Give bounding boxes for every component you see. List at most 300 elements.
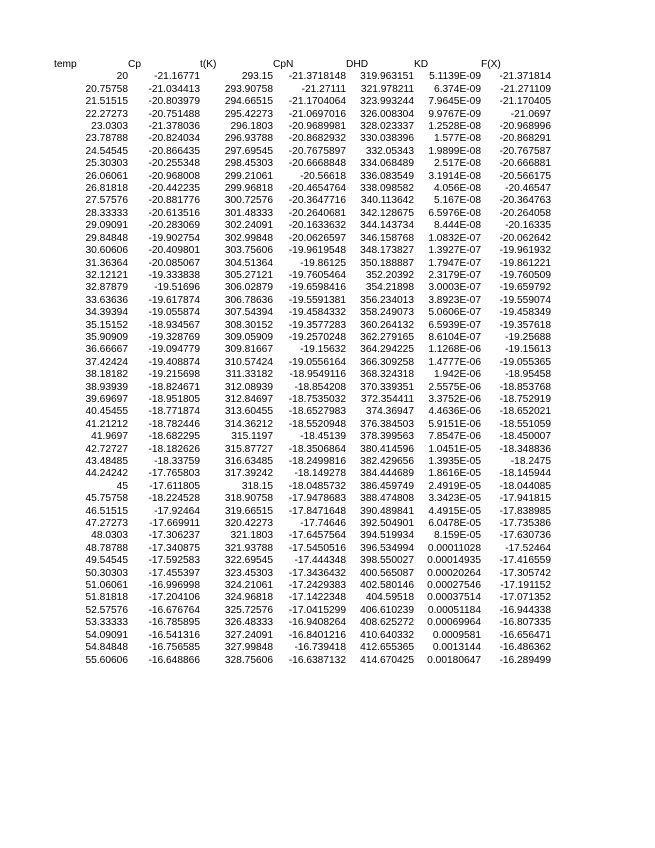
cell-kd: 8.159E-05	[433, 530, 481, 542]
cell-cpn: -20.4654764	[288, 183, 346, 195]
cell-dhd: 323.993244	[360, 96, 414, 108]
header-cpn: CpN	[273, 59, 294, 70]
cell-fx: -18.2475	[510, 456, 551, 467]
cell-kd: 5.1139E-09	[429, 71, 481, 83]
header-tk: t(K)	[200, 59, 217, 70]
cell-kd: 1.9899E-08	[428, 145, 481, 157]
cell-kd: 1.0451E-05	[428, 443, 481, 455]
cell-cp: -19.51696	[154, 282, 200, 294]
cell-cp: -20.409801	[148, 245, 200, 257]
cell-kd: 0.00180647	[427, 654, 481, 666]
table-row	[54, 245, 551, 257]
cell-tk: 327.99848	[224, 642, 273, 654]
cell-temp: 26.81818	[85, 183, 128, 195]
cell-kd: 1.942E-06	[433, 369, 481, 381]
cell-fx: -20.566175	[499, 170, 551, 182]
cell-dhd: 334.068489	[360, 158, 414, 170]
cell-fx: -20.968996	[499, 121, 551, 133]
cell-cp: -21.378036	[148, 121, 200, 133]
cell-cp: -18.934567	[148, 319, 200, 331]
cell-tk: 303.75606	[224, 245, 273, 257]
cell-dhd: 354.21898	[365, 282, 414, 294]
cell-dhd: 414.670425	[360, 654, 414, 666]
cell-cp: -21.16771	[154, 71, 200, 83]
cell-dhd: 326.008304	[360, 108, 414, 120]
cell-dhd: 406.610239	[360, 604, 414, 616]
cell-kd: 0.00027546	[427, 580, 481, 592]
cell-fx: -18.752919	[499, 393, 551, 405]
cell-temp: 41.21212	[85, 418, 128, 430]
cell-dhd: 388.474808	[360, 493, 414, 505]
cell-temp: 29.09091	[85, 220, 128, 232]
cell-temp: 48.0303	[91, 530, 128, 542]
cell-cpn: -20.0626597	[288, 232, 346, 244]
cell-temp: 44.24242	[85, 468, 128, 480]
cell-kd: 4.4915E-05	[428, 505, 481, 517]
table-row	[54, 530, 551, 542]
cell-cpn: -20.56618	[300, 170, 346, 182]
cell-cpn: -16.8401216	[288, 629, 346, 641]
table-row	[54, 233, 551, 245]
cell-kd: 0.0013144	[432, 642, 481, 654]
cell-fx: -17.305742	[499, 567, 551, 579]
table-row	[54, 518, 551, 530]
cell-cpn: -18.149278	[294, 468, 346, 480]
cell-kd: 5.0606E-07	[428, 307, 481, 319]
cell-cpn: -18.45139	[300, 431, 346, 443]
table-row	[54, 655, 551, 667]
table-row	[54, 121, 551, 133]
cell-fx: -19.055365	[499, 356, 551, 368]
cell-tk: 321.93788	[224, 542, 273, 554]
cell-cpn: -17.444348	[294, 555, 346, 567]
cell-cpn: -19.86125	[300, 257, 346, 269]
cell-fx: -18.652021	[499, 406, 551, 418]
cell-tk: 311.33182	[225, 369, 273, 381]
cell-cpn: -21.1704064	[288, 96, 346, 108]
table-row	[54, 96, 551, 108]
cell-cpn: -20.7675897	[288, 145, 346, 157]
cell-cp: -18.224528	[148, 493, 200, 505]
cell-cpn: -19.6598416	[288, 282, 346, 294]
cell-temp: 53.33333	[85, 617, 128, 629]
table-row	[54, 617, 551, 629]
cell-cp: -19.055874	[148, 307, 200, 319]
cell-cp: -21.034413	[148, 83, 200, 95]
table-row	[54, 84, 551, 96]
cell-cp: -20.751488	[148, 108, 200, 120]
table-row	[54, 171, 551, 183]
cell-kd: 2.4919E-05	[428, 480, 481, 492]
table-row	[54, 344, 551, 356]
cell-cp: -18.33759	[154, 456, 200, 467]
cell-temp: 33.63636	[85, 294, 128, 306]
cell-cpn: -18.9549116	[289, 369, 346, 381]
cell-dhd: 382.429656	[360, 456, 414, 467]
cell-tk: 296.1803	[230, 121, 273, 133]
cell-cpn: -19.0556164	[288, 356, 346, 368]
cell-tk: 318.90758	[224, 493, 273, 505]
cell-dhd: 356.234013	[360, 294, 414, 306]
cell-dhd: 400.565087	[360, 567, 414, 579]
cell-dhd: 386.459749	[360, 480, 414, 492]
cell-tk: 296.93788	[224, 133, 273, 145]
cell-dhd: 396.534994	[360, 542, 414, 554]
cell-kd: 0.00051184	[427, 604, 481, 616]
cell-dhd: 384.444689	[360, 468, 414, 480]
cell-temp: 20.75758	[85, 83, 128, 95]
cell-temp: 21.51515	[85, 96, 128, 108]
cell-dhd: 344.143734	[360, 220, 414, 232]
cell-temp: 22.27273	[85, 108, 128, 120]
cell-tk: 321.1803	[230, 530, 273, 542]
table-row	[54, 580, 551, 592]
table-row	[54, 444, 551, 456]
cell-cpn: -18.7535032	[288, 393, 346, 405]
table-row	[54, 468, 551, 480]
cell-temp: 31.36364	[85, 257, 128, 269]
cell-cpn: -18.6527983	[288, 406, 346, 418]
cell-cp: -19.215698	[148, 369, 200, 381]
table-row	[54, 555, 551, 567]
cell-temp: 45.75758	[85, 493, 128, 505]
cell-dhd: 370.339351	[360, 381, 414, 393]
cell-kd: 9.9767E-09	[428, 108, 481, 120]
cell-kd: 4.4636E-06	[428, 406, 481, 418]
cell-cp: -17.592583	[148, 555, 200, 567]
cell-dhd: 330.038396	[360, 133, 414, 145]
cell-fx: -18.450007	[499, 431, 551, 443]
cell-cpn: -17.6457564	[288, 530, 346, 542]
cell-tk: 313.60455	[224, 406, 273, 418]
cell-temp: 46.51515	[85, 505, 128, 517]
cell-temp: 41.9697	[91, 431, 128, 443]
cell-temp: 27.57576	[85, 195, 128, 207]
cell-kd: 5.9151E-06	[428, 418, 481, 430]
cell-cp: -20.803979	[148, 96, 200, 108]
cell-cp: -18.782446	[148, 418, 200, 430]
table-row	[54, 456, 551, 468]
cell-kd: 0.00069964	[427, 617, 481, 629]
cell-fx: -21.371814	[499, 71, 551, 83]
cell-tk: 309.81667	[224, 344, 273, 356]
cell-temp: 23.0303	[91, 121, 128, 133]
cell-kd: 6.0478E-05	[428, 518, 481, 530]
cell-tk: 300.72576	[224, 195, 273, 207]
cell-kd: 1.577E-08	[433, 133, 481, 145]
cell-tk: 323.45303	[224, 567, 273, 579]
cell-tk: 298.45303	[224, 158, 273, 170]
cell-dhd: 340.113642	[360, 195, 414, 207]
cell-temp: 32.87879	[85, 282, 128, 294]
cell-fx: -18.348836	[499, 443, 551, 455]
cell-tk: 304.51364	[224, 257, 273, 269]
table-row	[54, 630, 551, 642]
cell-tk: 315.1197	[231, 431, 273, 443]
table-row	[54, 481, 551, 493]
cell-kd: 3.1914E-08	[428, 170, 481, 182]
cell-kd: 8.444E-08	[433, 220, 481, 232]
cell-temp: 55.60606	[85, 654, 128, 666]
cell-tk: 309.05909	[224, 331, 273, 343]
cell-cpn: -20.8682932	[288, 133, 346, 145]
cell-cpn: -17.2429383	[288, 580, 346, 592]
cell-dhd: 398.550027	[360, 555, 414, 567]
cell-cpn: -21.0697016	[288, 108, 346, 120]
header-temp: temp	[54, 59, 77, 70]
cell-kd: 0.0009581	[432, 629, 481, 641]
cell-temp: 48.78788	[85, 542, 128, 554]
cell-fx: -17.52464	[505, 542, 551, 554]
data-table	[54, 59, 551, 667]
table-row	[54, 332, 551, 344]
cell-fx: -19.961932	[499, 245, 551, 257]
cell-tk: 293.15	[241, 71, 273, 83]
cell-cpn: -19.7605464	[288, 269, 346, 281]
cell-cp: -17.306237	[148, 530, 200, 542]
table-row	[54, 493, 551, 505]
cell-fx: -17.416559	[499, 555, 551, 567]
cell-fx: -16.289499	[499, 654, 551, 666]
cell-dhd: 372.354411	[360, 393, 414, 405]
cell-cpn: -16.6387132	[288, 654, 346, 666]
cell-dhd: 332.05343	[365, 145, 414, 157]
cell-tk: 299.21061	[224, 170, 273, 182]
cell-fx: -19.760509	[499, 269, 551, 281]
cell-cpn: -16.739418	[294, 642, 346, 654]
cell-tk: 306.78636	[224, 294, 273, 306]
cell-temp: 37.42424	[85, 356, 128, 368]
cell-cp: -17.611805	[149, 480, 200, 492]
cell-kd: 7.8547E-06	[428, 431, 481, 443]
cell-tk: 299.96818	[224, 183, 273, 195]
table-row	[54, 282, 551, 294]
cell-cpn: -20.6668848	[288, 158, 346, 170]
header-fx: F(X)	[481, 59, 501, 70]
cell-kd: 2.517E-08	[433, 158, 481, 170]
cell-tk: 318.15	[241, 480, 273, 492]
cell-cpn: -19.15632	[300, 344, 346, 356]
cell-temp: 36.66667	[85, 344, 128, 356]
cell-cp: -20.255348	[148, 158, 200, 170]
cell-tk: 302.99848	[224, 232, 273, 244]
cell-cpn: -17.3436432	[288, 567, 346, 579]
cell-temp: 35.90909	[85, 331, 128, 343]
cell-fx: -19.357618	[499, 319, 551, 331]
cell-tk: 307.54394	[224, 307, 273, 319]
cell-fx: -20.16335	[505, 220, 551, 232]
cell-fx: -20.364763	[499, 195, 551, 207]
cell-tk: 317.39242	[224, 468, 273, 480]
cell-cp: -16.676764	[148, 604, 200, 616]
cell-temp: 29.84848	[85, 232, 128, 244]
table-row	[54, 506, 551, 518]
cell-cpn: -20.3647716	[288, 195, 346, 207]
cell-fx: -18.551059	[499, 418, 551, 430]
cell-cp: -18.824671	[148, 381, 200, 393]
cell-cp: -19.408874	[148, 356, 200, 368]
cell-fx: -19.25688	[505, 331, 551, 343]
cell-cpn: -19.3577283	[288, 319, 346, 331]
cell-cp: -19.094779	[148, 344, 200, 356]
cell-fx: -16.944338	[499, 604, 551, 616]
cell-tk: 312.84697	[224, 393, 273, 405]
cell-dhd: 402.580146	[360, 580, 414, 592]
cell-dhd: 336.083549	[360, 170, 414, 182]
table-row	[54, 382, 551, 394]
cell-cpn: -18.2499816	[288, 456, 346, 467]
cell-cpn: -20.2640681	[288, 207, 346, 219]
cell-dhd: 338.098582	[360, 183, 414, 195]
cell-dhd: 328.023337	[360, 121, 414, 133]
header-row	[54, 59, 551, 71]
cell-cp: -20.283069	[148, 220, 200, 232]
cell-kd: 1.0832E-07	[428, 232, 481, 244]
cell-fx: -19.559074	[499, 294, 551, 306]
table-row	[54, 133, 551, 145]
cell-temp: 35.15152	[85, 319, 128, 331]
cell-kd: 0.00011028	[427, 542, 481, 554]
cell-cpn: -17.9478683	[288, 493, 346, 505]
cell-cpn: -21.27111	[301, 83, 346, 95]
cell-dhd: 378.399563	[360, 431, 414, 443]
cell-kd: 3.8923E-07	[428, 294, 481, 306]
cell-cp: -18.682295	[148, 431, 200, 443]
cell-dhd: 350.188887	[360, 257, 414, 269]
cell-cp: -17.669911	[149, 518, 200, 530]
cell-kd: 1.3927E-07	[428, 245, 481, 257]
cell-cp: -20.824034	[148, 133, 200, 145]
cell-dhd: 374.36947	[365, 406, 414, 418]
table-row	[54, 295, 551, 307]
cell-fx: -18.853768	[499, 381, 551, 393]
cell-kd: 5.167E-08	[433, 195, 481, 207]
cell-cpn: -17.5450516	[288, 542, 346, 554]
cell-temp: 54.09091	[85, 629, 128, 641]
cell-fx: -18.95458	[505, 369, 551, 381]
cell-cpn: -17.74646	[300, 518, 346, 530]
cell-fx: -21.170405	[499, 96, 551, 108]
cell-cp: -20.968008	[148, 170, 200, 182]
header-cp: Cp	[128, 59, 142, 70]
cell-dhd: 394.519934	[360, 530, 414, 542]
cell-dhd: 342.128675	[360, 207, 414, 219]
cell-dhd: 360.264132	[360, 319, 414, 331]
cell-cpn: -20.9689981	[288, 121, 346, 133]
table-row	[54, 320, 551, 332]
cell-temp: 38.18182	[85, 369, 128, 381]
table-row	[54, 568, 551, 580]
cell-temp: 42.72727	[85, 443, 128, 455]
cell-fx: -17.071352	[499, 592, 551, 604]
cell-cp: -20.442235	[148, 183, 200, 195]
cell-fx: -18.044085	[499, 480, 551, 492]
table-row	[54, 592, 551, 604]
cell-cp: -17.92464	[154, 505, 200, 517]
cell-dhd: 380.414596	[360, 443, 414, 455]
table-row	[54, 642, 551, 654]
cell-cpn: -17.0415299	[288, 604, 346, 616]
cell-cpn: -18.5520948	[288, 418, 346, 430]
table-row	[54, 220, 551, 232]
cell-tk: 306.02879	[224, 282, 273, 294]
cell-cp: -16.785895	[148, 617, 200, 629]
cell-temp: 28.33333	[85, 207, 128, 219]
cell-kd: 0.00037514	[427, 592, 481, 604]
cell-kd: 3.3423E-05	[428, 493, 481, 505]
cell-fx: -20.264058	[499, 207, 551, 219]
cell-temp: 24.54545	[85, 145, 128, 157]
cell-temp: 39.69697	[85, 393, 128, 405]
cell-cp: -16.648866	[148, 654, 200, 666]
cell-tk: 322.69545	[224, 555, 273, 567]
cell-fx: -17.630736	[499, 530, 551, 542]
cell-cp: -20.613516	[148, 207, 200, 219]
cell-cp: -17.340875	[148, 542, 200, 554]
cell-cp: -18.951805	[148, 393, 200, 405]
cell-tk: 324.21061	[224, 580, 273, 592]
cell-cp: -16.996998	[148, 580, 200, 592]
table-row	[54, 394, 551, 406]
cell-fx: -20.868291	[499, 133, 551, 145]
cell-fx: -17.941815	[499, 493, 551, 505]
cell-temp: 30.60606	[85, 245, 128, 257]
cell-kd: 1.1268E-06	[428, 344, 481, 356]
cell-cp: -17.765803	[148, 468, 200, 480]
cell-cpn: -19.9619548	[288, 245, 346, 257]
cell-kd: 3.3752E-06	[428, 393, 481, 405]
cell-dhd: 358.249073	[360, 307, 414, 319]
table-row	[54, 307, 551, 319]
cell-temp: 52.57576	[85, 604, 128, 616]
table-row	[54, 605, 551, 617]
cell-cpn: -18.854208	[294, 381, 346, 393]
cell-tk: 295.42273	[224, 108, 273, 120]
cell-dhd: 390.489841	[360, 505, 414, 517]
cell-tk: 301.48333	[224, 207, 273, 219]
cell-dhd: 364.294225	[360, 344, 414, 356]
cell-tk: 314.36212	[224, 418, 273, 430]
cell-temp: 49.54545	[85, 555, 128, 567]
cell-tk: 320.42273	[224, 518, 273, 530]
cell-fx: -20.666881	[499, 158, 551, 170]
cell-fx: -16.486362	[499, 642, 551, 654]
cell-cp: -18.771874	[148, 406, 200, 418]
header-dhd: DHD	[346, 59, 369, 70]
cell-kd: 6.5939E-07	[428, 319, 481, 331]
cell-temp: 32.12121	[85, 269, 128, 281]
cell-tk: 294.66515	[224, 96, 273, 108]
cell-cpn: -17.8471648	[288, 505, 346, 517]
cell-temp: 50.30303	[85, 567, 128, 579]
cell-temp: 51.81818	[85, 592, 128, 604]
cell-fx: -17.838985	[499, 505, 551, 517]
cell-fx: -20.062642	[499, 232, 551, 244]
cell-temp: 45	[116, 480, 128, 492]
cell-dhd: 368.324318	[360, 369, 414, 381]
cell-cpn: -19.5591381	[288, 294, 346, 306]
cell-temp: 34.39394	[85, 307, 128, 319]
cell-tk: 305.27121	[224, 269, 273, 281]
cell-kd: 1.7947E-07	[428, 257, 481, 269]
cell-temp: 26.06061	[85, 170, 128, 182]
cell-dhd: 348.173827	[360, 245, 414, 257]
cell-kd: 0.00020264	[427, 567, 481, 579]
cell-temp: 20	[116, 71, 128, 83]
cell-cp: -16.541316	[148, 629, 200, 641]
cell-tk: 297.69545	[224, 145, 273, 157]
cell-temp: 47.27273	[85, 518, 128, 530]
